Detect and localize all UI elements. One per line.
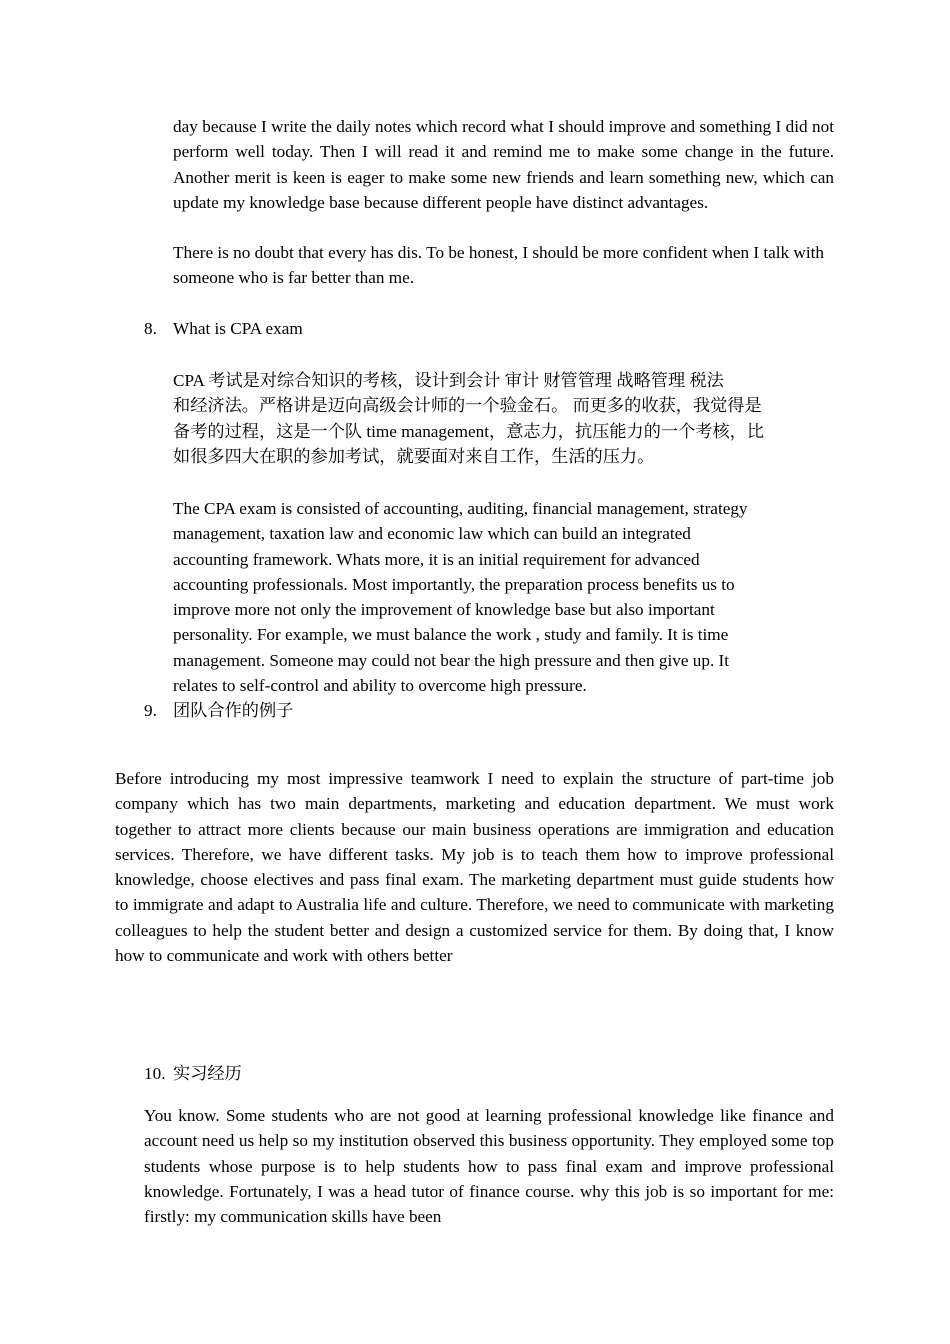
english-line: management. Someone may could not bear the high pressure and then give up. It [173,650,730,670]
item-9-title: 团队合作的例子 [173,701,294,720]
item-9-number: 9. [144,701,157,720]
weakness-paragraph: There is no doubt that every has dis. To be honest, I should be more confident when I talk with someone who is far better than me. [173,243,824,288]
english-line: The CPA exam is consisted of accounting, auditing, financial management, strategy [173,499,748,518]
cpa-english-answer [173,496,834,698]
chinese-line: 和经济法。严格讲是迈向高级会计师的一个验金石。 而更多的收获，我觉得是 [173,396,762,416]
internship-paragraph: You know. Some students who are not good at learning professional knowledge like finance and account need us help so my institution observed this business opportunity. They employed some top students whose purpose is to help students how to pass final exam and improve professional knowledge. Fortunately, I was a head tutor of finance course. why this job is so important for me: firstly: my communication skills have been [144,1106,834,1227]
cpa-chinese-answer [173,368,834,469]
english-line: personality. For example, we must balance the work , study and family. It is time [173,625,729,645]
item-10-number: 10. [144,1064,166,1083]
item-8-number: 8. [144,319,157,338]
item-8-title: What is CPA exam [173,319,303,338]
english-line: relates to self-control and ability to overcome high pressure. [173,676,587,696]
english-line: improve more not only the improvement of knowledge base but also important [173,600,715,620]
item-10-title: 实习经历 [173,1064,242,1083]
english-line: management, taxation law and economic law which can build an integrated [173,524,691,544]
chinese-line: CPA 考试是对综合知识的考核，设计到会计 审计 财管管理 战略管理 税法 [173,371,724,390]
chinese-line: 如很多四大在职的参加考试，就要面对来自工作，生活的压力。 [173,446,655,466]
chinese-line: 备考的过程，这是一个队 time management，意志力，抗压能力的一个考核，比 [173,421,765,441]
english-line: accounting framework. Whats more, it is an initial requirement for advanced [173,549,700,569]
strengths-paragraph: day because I write the daily notes which record what I should improve and something I did not perform well today. Then I will read it and remind me to make some change in the future. Another merit is keen is eager to make some new friends and learn something new, which can update my knowledge base because different people have distinct advantages. [173,117,834,212]
english-line: accounting professionals. Most importantly, the preparation process benefits us to [173,574,735,594]
teamwork-paragraph: Before introducing my most impressive teamwork I need to explain the structure of part-time job company which has two main departments, marketing and education department. We must work together to attract more clients because our main business operations are immigration and education services. Therefore, we have different tasks. My job is to teach them how to improve professional knowledge, choose electives and pass final exam. The marketing department must guide students how to immigrate and adapt to Australia life and culture. Therefore, we need to communicate with marketing colleagues to help the student better and design a customized service for them. By doing that, I know how to communicate and work with others better [115,769,834,966]
